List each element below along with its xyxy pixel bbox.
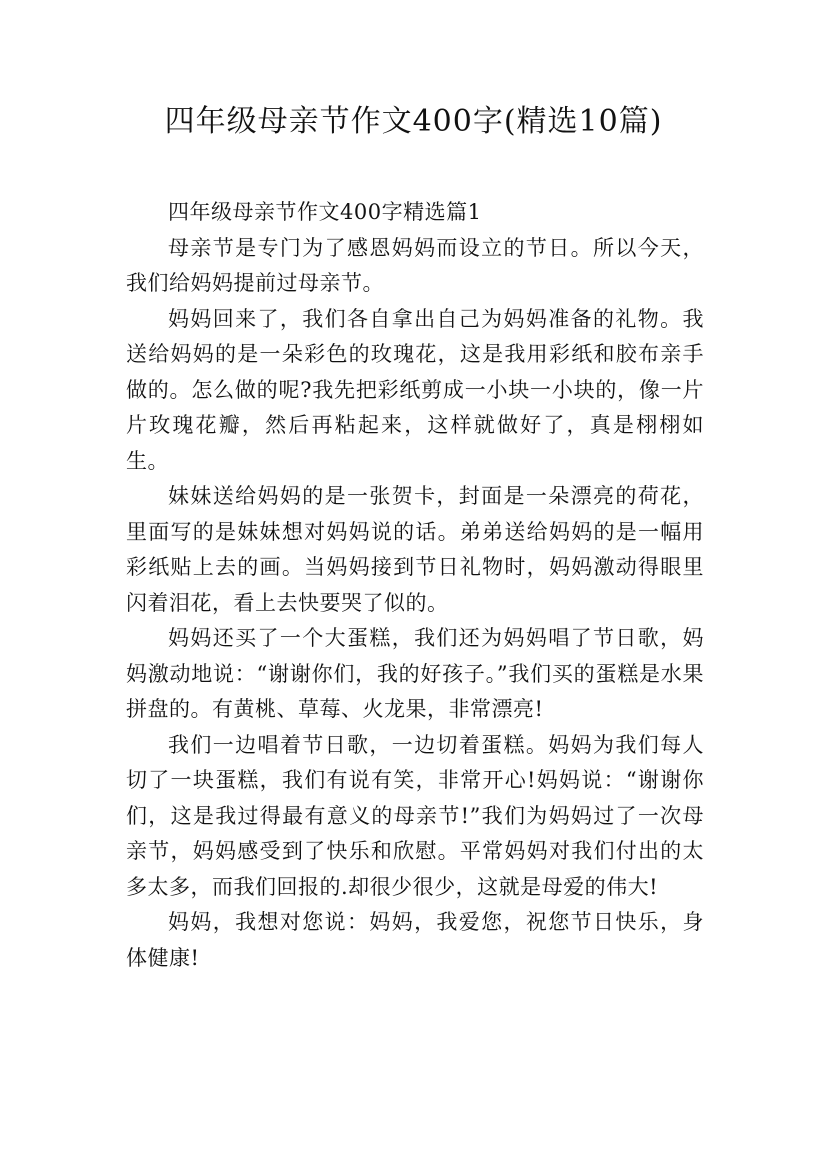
paragraph-6: 妈妈，我想对您说：妈妈，我爱您，祝您节日快乐，身体健康! [126,910,704,970]
document-body [126,195,704,976]
paragraph-1: 母亲节是专门为了感恩妈妈而设立的节日。所以今天，我们给妈妈提前过母亲节。 [126,235,704,295]
section-heading: 四年级母亲节作文400字精选篇1 [168,200,482,224]
paragraph-3: 妹妹送给妈妈的是一张贺卡，封面是一朵漂亮的荷花，里面写的是妹妹想对妈妈说的话。弟弟送给妈妈的是一幅用彩纸贴上去的画。当妈妈接到节日礼物时，妈妈激动得眼里闪着泪花，看上去快要哭了似的。 [126,484,704,615]
paragraph-5: 我们一边唱着节日歌，一边切着蛋糕。妈妈为我们每人切了一块蛋糕，我们有说有笑，非常开心!妈妈说：“谢谢你们，这是我过得最有意义的母亲节!”我们为妈妈过了一次母亲节，妈妈感受到了快乐和欣慰。平常妈妈对我们付出的太多太多，而我们回报的.却很少很少，这就是母爱的伟大! [126,732,704,899]
paragraph-2: 妈妈回来了，我们各自拿出自己为妈妈准备的礼物。我送给妈妈的是一朵彩色的玫瑰花，这是我用彩纸和胶布亲手做的。怎么做的呢?我先把彩纸剪成一小块一小块的，像一片片玫瑰花瓣，然后再粘起来，这样就做好了，真是栩栩如生。 [126,306,704,473]
document-title: 四年级母亲节作文400字(精选10篇) [164,104,663,139]
paragraph-4: 妈妈还买了一个大蛋糕，我们还为妈妈唱了节日歌，妈妈激动地说：“谢谢你们，我的好孩子。”我们买的蛋糕是水果拼盘的。有黄桃、草莓、火龙果，非常漂亮! [126,626,704,721]
